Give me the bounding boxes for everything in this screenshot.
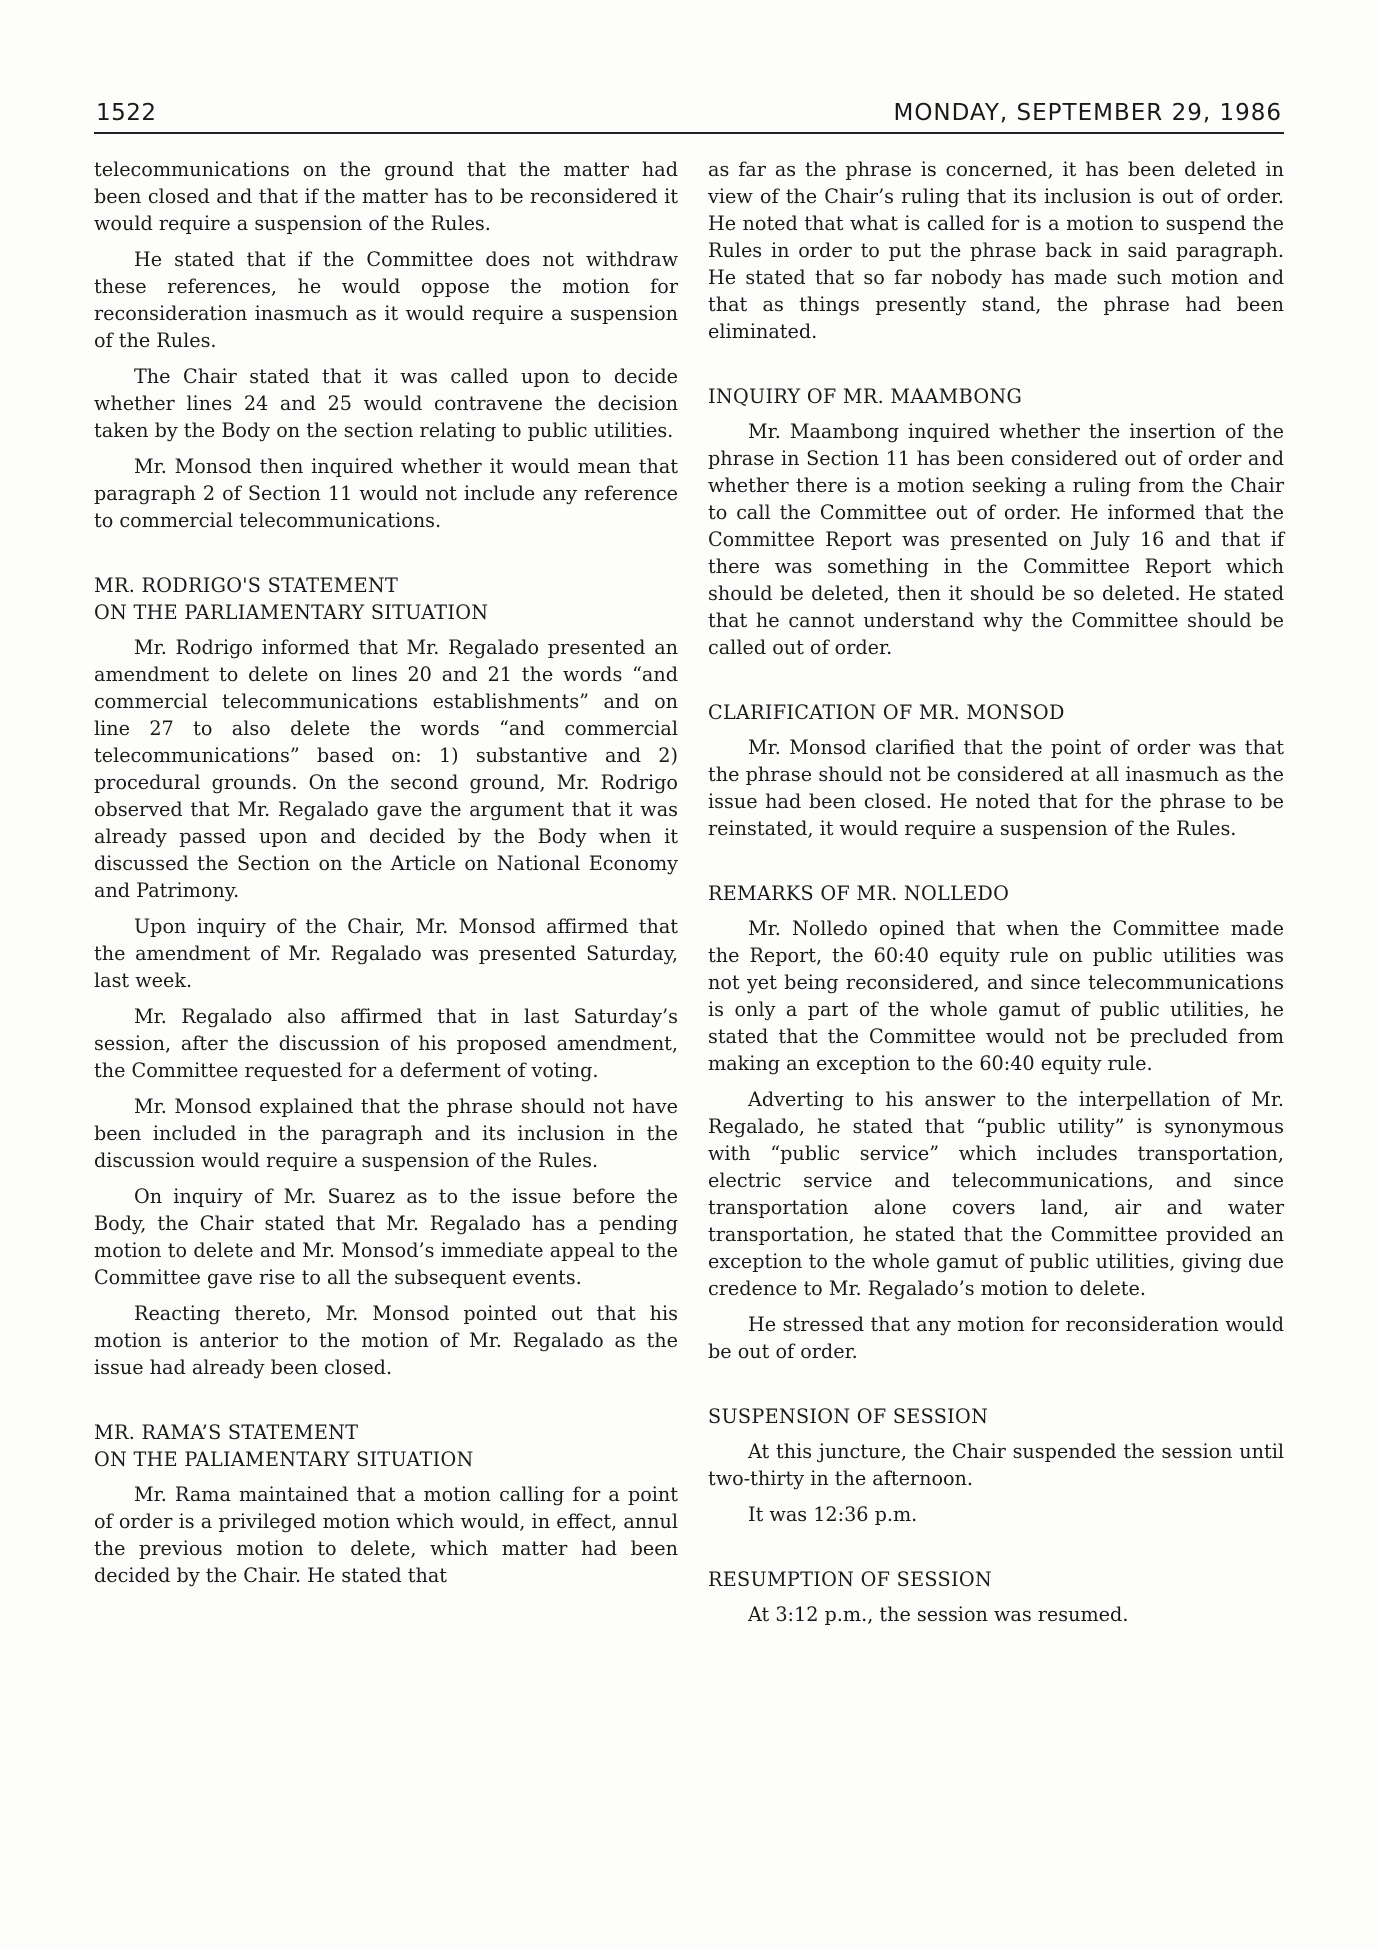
heading-line: ON THE PALIAMENTARY SITUATION	[94, 1448, 474, 1471]
paragraph: He stressed that any motion for reconsideration would be out of order.	[708, 1313, 1284, 1363]
right-column	[708, 156, 1284, 1637]
paragraph: He stated that if the Committee does not withdraw these references, he would oppose the motion for reconsideration inasmuch as it would require a suspension of the Rules.	[94, 248, 678, 352]
paragraph: Mr. Rama maintained that a motion calling for a point of order is a privileged motion which would, in effect, annul the previous motion to delete, which matter had been decided by the Chair. He stated that	[94, 1483, 678, 1587]
paragraph: On inquiry of Mr. Suarez as to the issue before the Body, the Chair stated that Mr. Regalado has a pending motion to delete and Mr. Monsod’s immediate appeal to the Committee gave rise to all the subsequent events.	[94, 1185, 678, 1289]
section-heading-resumption: RESUMPTION OF SESSION	[708, 1568, 992, 1591]
paragraph: Reacting thereto, Mr. Monsod pointed out that his motion is anterior to the motion of Mr. Regalado as the issue had already been closed.	[94, 1302, 678, 1379]
paragraph: Mr. Regalado also affirmed that in last Saturday’s session, after the discussion of his proposed amendment, the Committee requested for a deferment of voting.	[94, 1005, 678, 1082]
paragraph: Mr. Nolledo opined that when the Committee made the Report, the 60:40 equity rule on public utilities was not yet being reconsidered, and since telecommunications is only a part of the whole gamut of public utilities, he stated that the Committee would not be precluded from making an exception to the 60:40 equity rule.	[708, 917, 1284, 1075]
paragraph: The Chair stated that it was called upon to decide whether lines 24 and 25 would contravene the decision taken by the Body on the section relating to public utilities.	[94, 365, 678, 442]
heading-line: ON THE PARLIAMENTARY SITUATION	[94, 601, 489, 624]
paragraph: Mr. Monsod then inquired whether it would mean that paragraph 2 of Section 11 would not include any reference to commercial telecommunications.	[94, 455, 678, 532]
paragraph: Mr. Rodrigo informed that Mr. Regalado presented an amendment to delete on lines 20 and 21 the words “and commercial telecommunications establishments” and on line 27 to also delete the words “and commercial telecommunications” based on: 1) substantive and 2) procedural grounds. On the second ground, Mr. Rodrigo observed that Mr. Regalado gave the argument that it was already passed upon and decided by the Body when it discussed the Section on the Article on National Economy and Patrimony.	[94, 636, 678, 902]
paragraph: Mr. Monsod explained that the phrase should not have been included in the paragraph and its inclusion in the discussion would require a suspension of the Rules.	[94, 1095, 678, 1172]
heading-line: MR. RODRIGO'S STATEMENT	[94, 574, 399, 597]
paragraph: as far as the phrase is concerned, it has been deleted in view of the Chair’s ruling that its inclusion is out of order. He noted that what is called for is a motion to suspend the Rules in order to put the phrase back in said paragraph. He stated that so far nobody has made such motion and that as things presently stand, the phrase had been eliminated.	[708, 158, 1284, 343]
section-heading-rama	[94, 1419, 678, 1473]
section-heading-rodrigo	[94, 572, 678, 626]
paragraph: Adverting to his answer to the interpellation of Mr. Regalado, he stated that “public utility” is synonymous with “public service” which includes transportation, electric service and telecommunications, and since transportation alone covers land, air and water transportation, he stated that the Committee provided an exception to the whole gamut of public utilities, giving due credence to Mr. Regalado’s motion to delete.	[708, 1088, 1284, 1300]
section-heading-monsod: CLARIFICATION OF MR. MONSOD	[708, 701, 1065, 724]
section-heading-maambong: INQUIRY OF MR. MAAMBONG	[708, 385, 1023, 408]
section-heading-nolledo: REMARKS OF MR. NOLLEDO	[708, 882, 1010, 905]
paragraph: telecommunications on the ground that the matter had been closed and that if the matter has to be reconsidered it would require a suspension of the Rules.	[94, 158, 678, 235]
page-header	[94, 96, 1284, 134]
paragraph: Mr. Maambong inquired whether the insertion of the phrase in Section 11 has been considered out of order and whether there is a motion seeking a ruling from the Chair to call the Committee out of order. He informed that the Committee Report was presented on July 16 and that if there was something in the Committee Report which should be deleted, then it should be so deleted. He stated that he cannot understand why the Committee should be called out of order.	[708, 420, 1284, 659]
left-column	[94, 156, 678, 1598]
page-number: 1522	[96, 100, 157, 126]
paragraph: Mr. Monsod clarified that the point of order was that the phrase should not be considered at all inasmuch as the issue had been closed. He noted that for the phrase to be reinstated, it would require a suspension of the Rules.	[708, 736, 1284, 840]
paragraph: At 3:12 p.m., the session was resumed.	[748, 1603, 1129, 1626]
section-heading-suspension: SUSPENSION OF SESSION	[708, 1405, 989, 1428]
paragraph: At this juncture, the Chair suspended the session until two-thirty in the afternoon.	[708, 1440, 1284, 1490]
header-date: MONDAY, SEPTEMBER 29, 1986	[893, 100, 1282, 126]
heading-line: MR. RAMA’S STATEMENT	[94, 1421, 359, 1444]
paragraph: It was 12:36 p.m.	[748, 1503, 918, 1526]
paragraph: Upon inquiry of the Chair, Mr. Monsod affirmed that the amendment of Mr. Regalado was presented Saturday, last week.	[94, 915, 678, 992]
